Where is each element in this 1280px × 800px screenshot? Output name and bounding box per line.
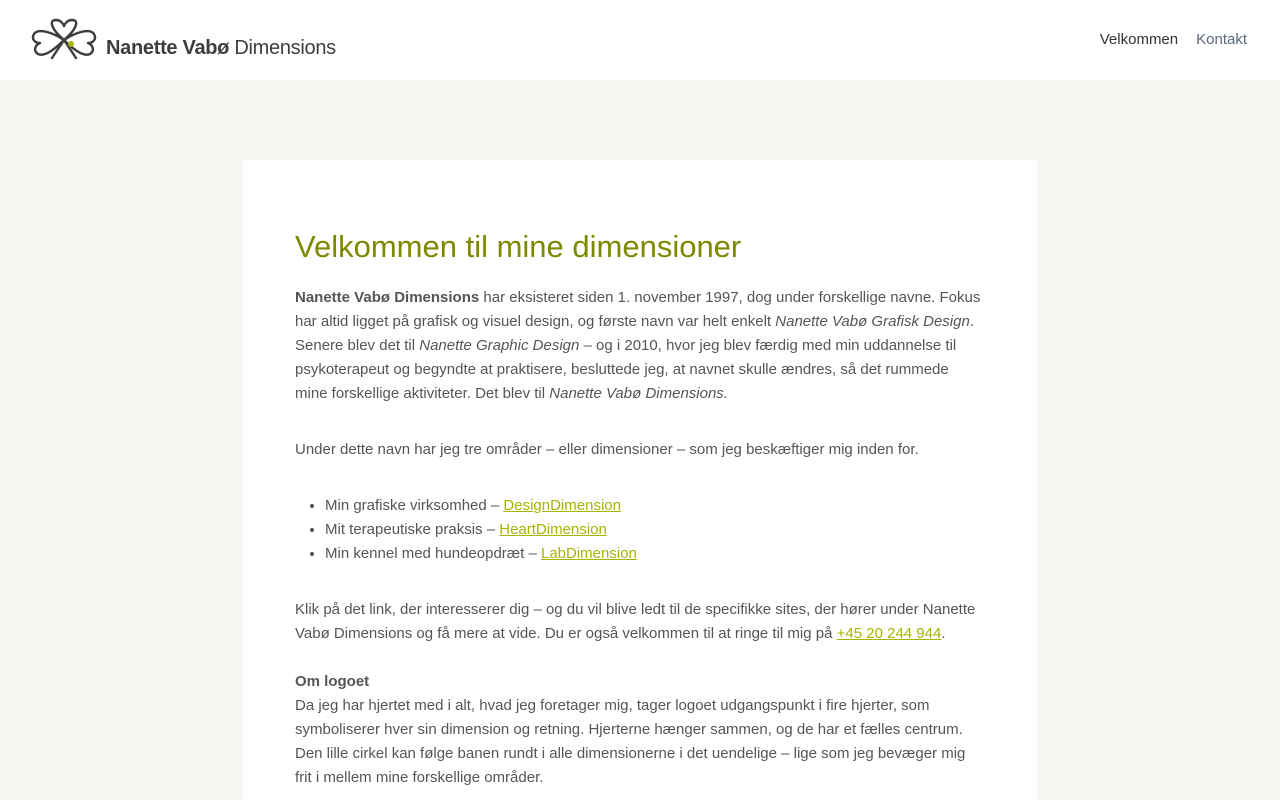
logo-wordmark [106,36,336,60]
intro-old-name-2: Nanette Graphic Design [419,337,580,354]
heart-dimension-link[interactable]: HeartDimension [499,521,607,538]
intro-company-name: Nanette Vabø Dimensions [295,289,480,306]
logo-section-text: Da jeg har hjertet med i alt, hvad jeg foretager mig, tager logoet udgangspunkt i fire hjerter, som symboliserer hver sin dimension og retning. Hjerterne hænger sammen, og de har et fælles centrum. Den lille cirkel kan følge banen rundt i alle dimensionerne i det uendelige – lige som jeg bevæger mig frit i mellem mine forskellige områder. [295,697,966,786]
click-text-end: . [941,625,946,642]
four-hearts-logo-icon [30,18,98,60]
site-logo[interactable] [30,16,336,60]
logo-section-heading: Om logoet [295,673,370,690]
site-header [0,0,1280,80]
lab-dimension-link[interactable]: LabDimension [540,545,637,562]
logo-name-regular: Dimensions [234,37,336,59]
area-text: Mit terapeutiske praksis – [325,521,500,538]
logo-name-bold: Nanette Vabø [106,37,230,59]
area-text: Min kennel med hundeopdræt – [325,545,541,562]
list-item [325,542,985,566]
nav-item-kontakt[interactable]: Kontakt [1196,31,1247,48]
intro-text-1: har eksisteret siden 1. november 1997, dog under forskellige navne. Fokus har altid ligget på grafisk og visuel design, og første navn var helt enkelt [295,289,981,330]
click-text: Klik på det link, der interesserer dig – og du vil blive ledt til de specifikke sites, der hører under Nanette Vabø Dimensions og få mere at vide. Du er også velkommen til at ringe til mig på [295,601,976,642]
intro-paragraph [295,286,985,406]
three-areas-paragraph: Under dette navn har jeg tre områder – eller dimensioner – som jeg beskæftiger mig inden for. [295,441,919,458]
logo-section [295,670,985,790]
intro-text-3: – og i 2010, hvor jeg blev færdig med min uddannelse til psykoterapeut og begyndte at praktisere, besluttede jeg, at navnet skulle ændres, så det rummede mine forskellige aktiviteter. Det blev til [295,337,957,402]
intro-text-2: . Senere blev det til [295,313,974,354]
area-text: Min grafiske virksomhed – [325,497,504,514]
click-paragraph [295,598,985,646]
page-title: Velkommen til mine dimensioner [295,229,742,264]
list-item [325,518,985,542]
main-nav [1100,28,1247,52]
phone-link[interactable]: +45 20 244 944 [836,625,942,642]
list-item [325,494,985,518]
design-dimension-link[interactable]: DesignDimension [503,497,621,514]
nav-item-velkommen[interactable]: Velkommen [1099,31,1179,48]
content-card [243,160,1037,800]
intro-current-name: Nanette Vabø Dimensions. [549,385,728,402]
areas-list [325,494,985,566]
intro-old-name-1: Nanette Vabø Grafisk Design [775,313,970,330]
